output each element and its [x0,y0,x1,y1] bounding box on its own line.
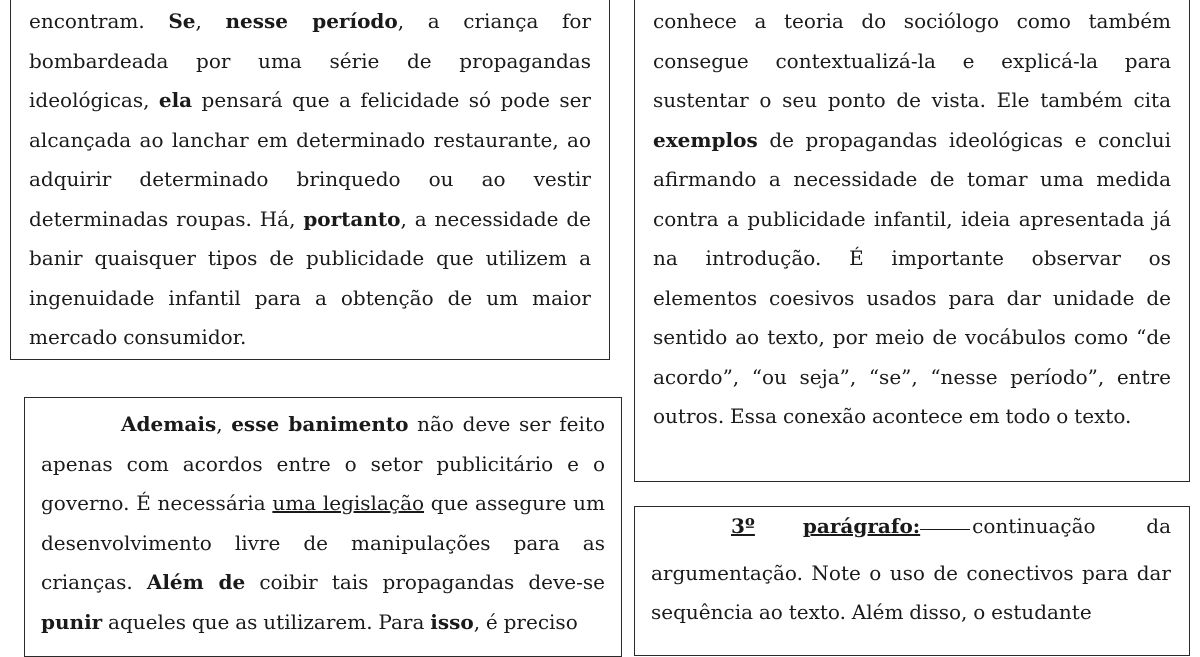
essay-excerpt-box-top-left [10,0,610,360]
paragraph-number: 3º [731,514,755,538]
paragraph-word: parágrafo: [802,514,921,538]
commentary-box-bottom-right [634,506,1190,656]
essay-excerpt-box-bottom-left [24,397,622,657]
commentary-heading-line [651,507,1171,547]
text-run: de propagandas ideológicas e conclui afirmando a necessidade de tomar uma medida contra a publicidade infantil, ideia apresentada já na introdução. É importante observar os elementos coesivos usados para dar unidade de sentido ao texto, por meio de vocábulos como “de acordo”, “ou seja”, “se”, “nesse período”, entre outros. Essa conexão acontece em todo o texto. [653,127,1171,428]
text-run: coibir tais propagandas deve-se [245,570,605,594]
bold-connective: esse banimento [231,412,409,436]
commentary-paragraph-2 [653,2,1171,437]
text-run: conhece a teoria do sociólogo como também consegue contextualizá-la e explicá-la para sustentar o seu ponto de vista. Ele também cita [653,9,1171,112]
text-run: , a necessidade de banir quaisquer tipos de publicidade que utilizem a ingenuidade infantil para a obtenção de um maior mercado consumidor. [29,206,591,349]
commentary-box-top-right [634,0,1190,482]
text-run: pensará que a felicidade só pode ser alcançada ao lanchar em determinado restaurante, ao adquirir determinado brinquedo ou ao vestir determinadas roupas. Há, [29,88,591,231]
bold-connective: exemplos [653,127,758,152]
essay-paragraph-2-end [29,2,591,358]
bold-connective: portanto [303,206,401,231]
essay-paragraph-3 [41,405,605,642]
bold-connective: Além de [146,570,246,594]
text-run: que assegure um desenvolvimento livre de manipulações para as crianças. [41,491,605,594]
bold-connective: isso [430,609,474,634]
text-run: , [216,412,232,436]
bold-connective: Se [168,9,196,33]
bold-connective: nesse período [225,9,398,33]
bold-connective: Ademais [121,412,217,436]
bold-connective: punir [41,609,103,634]
text-run: encontram. [29,9,169,33]
bold-connective: ela [158,88,193,112]
underlined-phrase: uma legislação [272,491,425,515]
heading-continuation-word: continuação [972,514,1096,538]
text-run: , é preciso [473,609,578,634]
paragraph-label [731,507,920,547]
underline-fill [920,507,970,530]
text-run: aqueles que as utilizarem. Para [102,609,431,634]
commentary-paragraph-3-body: argumentação. Note o uso de conectivos para dar sequência ao texto. Além disso, o estudante [651,560,1171,624]
heading-continuation-da: da [1146,514,1171,538]
text-run: , a criança for bombardeada por uma série de propagandas ideológicas, [29,9,592,112]
text-run: , [195,9,226,33]
text-run: não deve ser feito apenas com acordos entre o setor publicitário e o governo. É necessária [41,412,605,515]
